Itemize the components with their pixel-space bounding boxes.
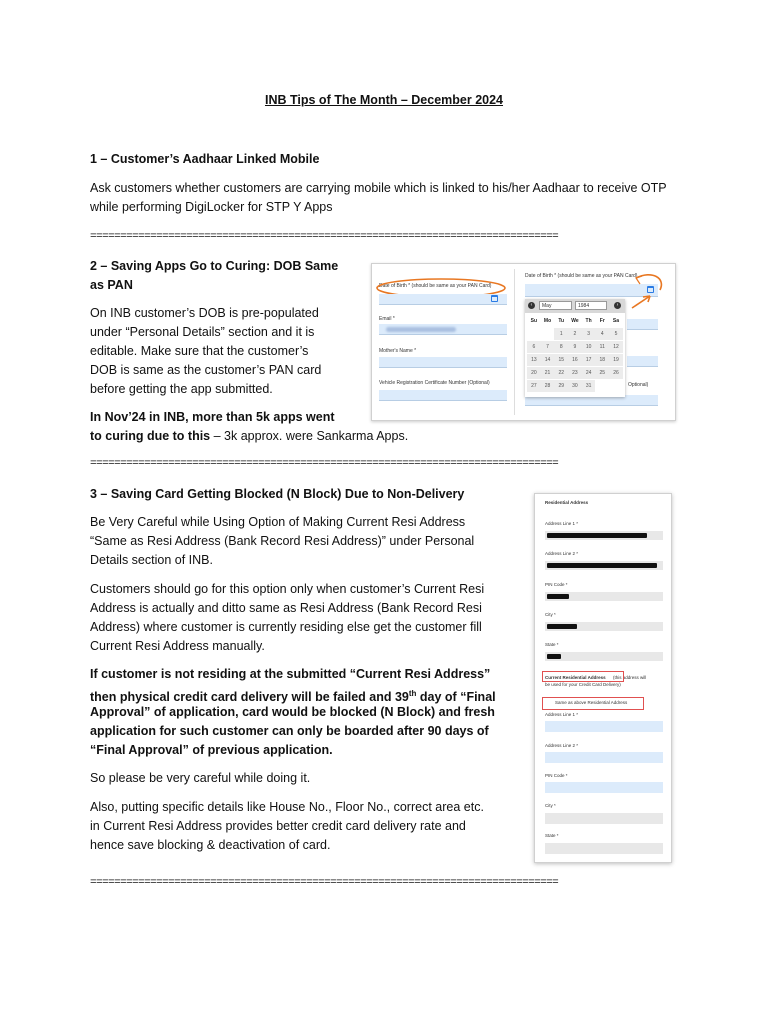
pin-code-label: PIN Code *	[545, 582, 568, 587]
dob-screenshot-figure	[371, 263, 676, 421]
current-pin-code-field[interactable]	[545, 782, 663, 793]
section3-para2-line1: Customers should go for this option only when customer’s Current Resi	[90, 582, 485, 596]
section1-heading: 1 – Customer’s Aadhaar Linked Mobile	[90, 152, 320, 166]
calendar-icon[interactable]	[491, 295, 498, 302]
calendar-week-2[interactable]: 6 7 8 9 10 11 12	[527, 341, 623, 353]
section2-body-line4: DOB is same as the customer’s PAN card	[90, 363, 322, 377]
section2-body-line3: editable. Make sure that the customer’s	[90, 344, 309, 358]
current-address-note-2: be used for your Credit Card Delivery)	[545, 682, 621, 687]
dob-field-left[interactable]	[379, 294, 507, 305]
dob-label-left: Date of Birth * (should be same as your PAN Card)	[379, 283, 492, 289]
current-address-highlight	[542, 671, 624, 682]
state-label: State *	[545, 642, 559, 647]
current-address-line1-label: Address Line 1 *	[545, 712, 579, 717]
calendar-week-5[interactable]: 27 28 29 30 31	[527, 380, 623, 392]
vehicle-label: Vehicle Registration Certificate Number (Optional)	[379, 380, 490, 386]
current-address-note: (this address will	[613, 675, 647, 680]
calendar-week-1[interactable]: 1 2 3 4 5	[527, 328, 623, 340]
date-picker-popup	[525, 299, 625, 397]
current-address-line2-label: Address Line 2 *	[545, 743, 579, 748]
section3-para1-line3: Details section of INB.	[90, 553, 213, 567]
section2-bold-line2: to curing due to this	[90, 429, 211, 443]
figure-divider	[514, 269, 515, 415]
mother-name-label: Mother's Name *	[379, 348, 417, 354]
section3-para5-line2: in Current Resi Address provides better credit card delivery rate and	[90, 819, 466, 833]
calendar-week-4[interactable]: 20 21 22 23 24 25 26	[527, 367, 623, 379]
state-field[interactable]	[545, 652, 663, 661]
dob-label-right: Date of Birth * (should be same as your PAN Card)	[525, 273, 638, 279]
section3-para5-line1: Also, putting specific details like House No., Floor No., correct area etc.	[90, 800, 484, 814]
year-select[interactable]: 1984	[575, 301, 607, 310]
section3-para4: So please be very careful while doing it.	[90, 771, 311, 785]
section2-final-line	[90, 427, 408, 446]
same-as-above-checkbox-label[interactable]: Same as above Residential Address	[555, 700, 628, 705]
current-city-label: City *	[545, 803, 556, 808]
section3-bold-line1: If customer is not residing at the submitted “Current Resi Address”	[90, 667, 491, 681]
separator-3: ==============================================================================	[90, 877, 559, 889]
current-state-field[interactable]	[545, 843, 663, 854]
section3-heading: 3 – Saving Card Getting Blocked (N Block) Due to Non-Delivery	[90, 487, 465, 501]
current-address-line2-field[interactable]	[545, 752, 663, 763]
pin-code-redacted	[547, 594, 569, 599]
vehicle-field[interactable]	[379, 390, 507, 401]
current-address-line1-field[interactable]	[545, 721, 663, 732]
email-redacted	[386, 327, 456, 332]
optional-fragment: Optional)	[628, 382, 649, 388]
address-line1-label: Address Line 1 *	[545, 521, 579, 526]
section3-para5-line3: hence save blocking & deactivation of card.	[90, 838, 331, 852]
state-redacted	[547, 654, 561, 659]
separator-2: ==============================================================================	[90, 458, 559, 470]
address-line2-redacted	[547, 563, 657, 568]
address-screenshot-figure	[534, 493, 672, 863]
section3-bold-line4: application for such customer can only be boarded after 90 days of	[90, 724, 489, 738]
page-title: INB Tips of The Month – December 2024	[264, 93, 504, 107]
mother-name-field[interactable]	[379, 357, 507, 368]
address-line1-redacted	[547, 533, 647, 538]
current-address-label: Current Residential Address	[545, 675, 606, 680]
right-field-3[interactable]	[627, 356, 658, 367]
section3-para2-line4: Current Resi Address manually.	[90, 639, 265, 653]
email-label: Email *	[379, 316, 395, 322]
month-select[interactable]: May	[539, 301, 572, 310]
section3-bold-line5: “Final Approval” of previous application.	[90, 743, 333, 757]
section2-body-line5: before getting the app submitted.	[90, 382, 273, 396]
section2-bold-line1: In Nov’24 in INB, more than 5k apps went	[90, 410, 335, 424]
city-label: City *	[545, 612, 556, 617]
address-line2-label: Address Line 2 *	[545, 551, 579, 556]
section2-heading-line1: 2 – Saving Apps Go to Curing: DOB Same	[90, 259, 339, 273]
section3-bold-line2: then physical credit card delivery will be failed and 39th day of “Final	[90, 689, 496, 705]
section2-heading-line2: as PAN	[90, 278, 133, 292]
current-city-field[interactable]	[545, 813, 663, 824]
current-state-label: State *	[545, 833, 559, 838]
section3-para1-line1: Be Very Careful while Using Option of Making Current Resi Address	[90, 515, 466, 529]
city-redacted	[547, 624, 577, 629]
prev-month-icon[interactable]: ‹	[528, 302, 535, 309]
section3-para2-line3: Address) where customer is currently residing else get the customer fill	[90, 620, 482, 634]
current-pin-code-label: PIN Code *	[545, 773, 568, 778]
next-month-icon[interactable]: ›	[614, 302, 621, 309]
section3-para2-line2: Address is actually and ditto same as Resi Address (Bank Record Resi	[90, 601, 482, 615]
residential-address-header: Residential Address	[545, 500, 589, 505]
weekday-row: Su Mo Tu We Th Fr Sa	[530, 318, 620, 324]
separator-1: ==============================================================================	[90, 231, 559, 243]
right-field-2[interactable]	[627, 319, 658, 330]
section3-para1-line2: “Same as Resi Address (Bank Record Resi Address)” under Personal	[90, 534, 475, 548]
section3-bold-line3: Approval” of application, card would be blocked (N Block) and fresh	[90, 705, 495, 719]
section2-body-line1: On INB customer’s DOB is pre-populated	[90, 306, 319, 320]
section1-body: Ask customers whether customers are carrying mobile which is linked to his/her Aadhaar to receive OTP while performing DigiLocker for STP Y Apps	[90, 181, 667, 214]
calendar-week-3[interactable]: 13 14 15 16 17 18 19	[527, 354, 623, 366]
section2-tail: – 3k approx. were Sankarma Apps.	[210, 429, 409, 443]
section2-body-line2: under “Personal Details” section and it is	[90, 325, 315, 339]
